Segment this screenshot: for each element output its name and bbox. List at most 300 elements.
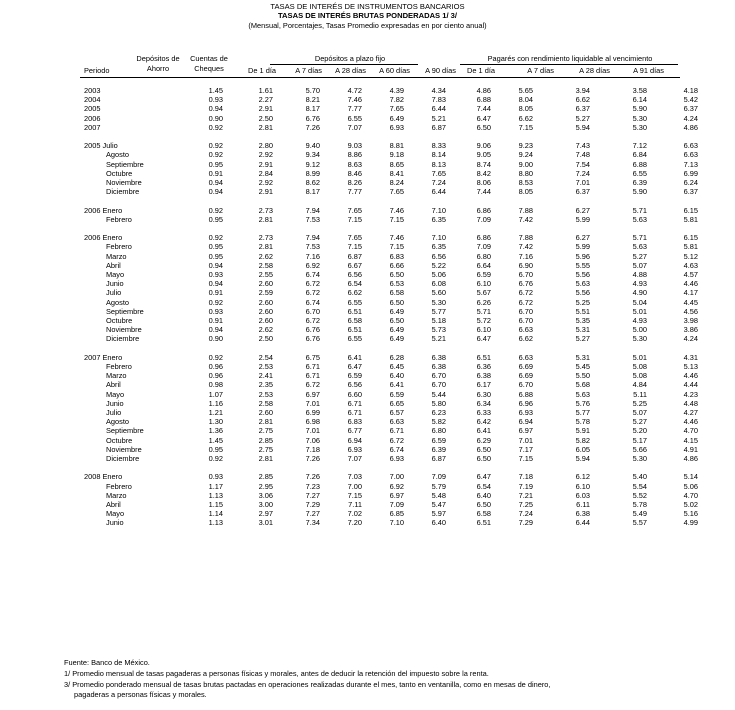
row-margin xyxy=(0,233,84,242)
col-pag-28-dias: A 28 días xyxy=(579,66,610,75)
table-cell: 6.49 xyxy=(389,334,404,344)
table-cell: 6.44 xyxy=(431,187,446,197)
table-cell: 7.24 xyxy=(431,178,446,188)
table-cell: 7.44 xyxy=(476,187,491,197)
table-cell xyxy=(404,132,446,141)
table-cell: 6.98 xyxy=(305,417,320,427)
table-cell: 8.53 xyxy=(518,178,533,188)
table-cell: 6.92 xyxy=(389,481,404,491)
spacer-row xyxy=(0,344,735,353)
table-cell: 7.15 xyxy=(347,490,362,500)
row-period-label: Septiembre xyxy=(106,159,144,169)
table-cell: 6.63 xyxy=(683,150,698,160)
table-cell: 4.63 xyxy=(683,260,698,270)
table-cell: 2.60 xyxy=(258,306,273,316)
row-period-label: 2006 xyxy=(84,113,101,123)
table-cell: 9.23 xyxy=(518,141,533,151)
table-cell: 6.77 xyxy=(347,426,362,436)
table-cell: 5.22 xyxy=(431,260,446,270)
col-depositos-ahorro-line2: Ahorro xyxy=(146,64,170,73)
table-cell: 5.40 xyxy=(632,472,647,482)
table-cell: 0.93 xyxy=(208,270,223,280)
row-period-label: Febrero xyxy=(106,481,132,491)
table-cell: 5.31 xyxy=(575,325,590,335)
table-cell: 5.60 xyxy=(431,288,446,298)
row-tail xyxy=(698,196,735,205)
table-cell: 4.91 xyxy=(683,444,698,454)
table-cell xyxy=(491,344,533,353)
table-cell: 2.85 xyxy=(258,435,273,445)
table-cell: 7.46 xyxy=(347,95,362,105)
table-cell: 8.63 xyxy=(347,159,362,169)
table-cell: 6.56 xyxy=(431,251,446,261)
table-cell: 7.65 xyxy=(431,168,446,178)
table-cell: 4.84 xyxy=(632,380,647,390)
table-cell: 5.68 xyxy=(575,380,590,390)
table-cell: 6.72 xyxy=(305,288,320,298)
col-pag-7-dias: A 7 días xyxy=(527,66,554,75)
table-cell: 6.50 xyxy=(476,444,491,454)
table-cell: 6.84 xyxy=(632,150,647,160)
table-cell xyxy=(362,344,404,353)
table-cell: 5.63 xyxy=(575,389,590,399)
row-tail xyxy=(698,141,735,150)
table-cell: 2.80 xyxy=(258,141,273,151)
row-period-label: Abril xyxy=(106,500,121,510)
table-cell xyxy=(590,132,647,141)
table-cell: 0.92 xyxy=(208,122,223,132)
table-cell: 2.81 xyxy=(258,417,273,427)
table-cell: 6.62 xyxy=(575,95,590,105)
table-cell: 5.54 xyxy=(632,481,647,491)
table-cell: 7.18 xyxy=(518,472,533,482)
table-cell: 2.58 xyxy=(258,260,273,270)
table-cell: 7.27 xyxy=(305,490,320,500)
row-period-label: Junio xyxy=(106,279,124,289)
col-depositos-ahorro-line1: Depósitos de xyxy=(136,54,180,63)
table-cell: 1.17 xyxy=(208,481,223,491)
table-cell xyxy=(180,132,223,141)
table-cell: 2.60 xyxy=(258,408,273,418)
col-cuentas-cheques-line2: Cheques xyxy=(194,64,224,73)
table-cell: 6.88 xyxy=(632,159,647,169)
table-cell: 6.59 xyxy=(476,270,491,280)
table-cell: 5.56 xyxy=(575,288,590,298)
row-tail xyxy=(698,150,735,159)
table-cell xyxy=(320,196,362,205)
table-cell: 8.05 xyxy=(518,187,533,197)
header-bottom-rule xyxy=(80,77,680,78)
table-cell xyxy=(320,344,362,353)
table-cell: 9.24 xyxy=(518,150,533,160)
row-tail xyxy=(698,86,735,95)
table-cell: 6.59 xyxy=(347,371,362,381)
table-cell: 2.73 xyxy=(258,233,273,243)
table-cell: 9.05 xyxy=(476,150,491,160)
table-cell: 7.15 xyxy=(389,214,404,224)
table-cell: 8.33 xyxy=(431,141,446,151)
table-cell: 2.62 xyxy=(258,251,273,261)
row-tail xyxy=(698,206,735,215)
table-cell: 2.81 xyxy=(258,454,273,464)
table-cell: 6.87 xyxy=(347,251,362,261)
table-cell: 6.75 xyxy=(305,352,320,362)
table-cell: 7.88 xyxy=(518,233,533,243)
table-cell: 7.25 xyxy=(518,500,533,510)
table-cell: 7.77 xyxy=(347,187,362,197)
row-margin xyxy=(0,408,84,417)
table-cell: 5.70 xyxy=(305,86,320,95)
table-cell: 1.61 xyxy=(258,86,273,95)
table-cell: 7.42 xyxy=(518,214,533,224)
table-cell: 4.17 xyxy=(683,288,698,298)
table-row xyxy=(0,399,735,408)
table-cell: 6.62 xyxy=(518,334,533,344)
table-cell: 7.88 xyxy=(518,205,533,215)
table-cell: 6.74 xyxy=(389,444,404,454)
row-tail xyxy=(698,380,735,389)
table-cell: 6.10 xyxy=(476,325,491,335)
table-row xyxy=(0,518,735,527)
row-period-label: Noviembre xyxy=(106,444,142,454)
row-period-label: Diciembre xyxy=(106,334,140,344)
row-margin xyxy=(0,371,84,380)
table-cell xyxy=(446,132,491,141)
table-cell: 0.92 xyxy=(208,352,223,362)
table-cell xyxy=(446,196,491,205)
table-row xyxy=(0,334,735,343)
table-row xyxy=(0,270,735,279)
table-cell: 6.54 xyxy=(347,279,362,289)
row-period-label: Marzo xyxy=(106,371,127,381)
row-period-label: 2006 Enero xyxy=(84,205,123,215)
table-cell: 6.71 xyxy=(305,362,320,372)
table-cell: 2.53 xyxy=(258,389,273,399)
table-cell: 6.44 xyxy=(575,518,590,528)
table-cell: 7.29 xyxy=(518,518,533,528)
table-cell: 6.60 xyxy=(347,389,362,399)
table-cell: 5.71 xyxy=(476,306,491,316)
row-period-label: Agosto xyxy=(106,150,130,160)
table-cell: 6.47 xyxy=(476,113,491,123)
table-cell: 5.49 xyxy=(632,509,647,519)
table-cell: 2.92 xyxy=(258,150,273,160)
table-cell: 5.44 xyxy=(431,389,446,399)
row-margin xyxy=(0,86,84,95)
row-period-label: 2007 Enero xyxy=(84,352,123,362)
table-cell xyxy=(223,132,273,141)
table-cell: 1.13 xyxy=(208,518,223,528)
row-period-label xyxy=(84,344,180,353)
table-cell: 2.53 xyxy=(258,362,273,372)
table-cell: 5.66 xyxy=(632,444,647,454)
table-cell: 7.65 xyxy=(389,187,404,197)
row-tail xyxy=(698,353,735,362)
table-cell: 2.55 xyxy=(258,270,273,280)
row-margin xyxy=(0,518,84,527)
table-cell: 0.95 xyxy=(208,444,223,454)
table-cell: 5.96 xyxy=(575,251,590,261)
table-cell: 6.65 xyxy=(389,398,404,408)
table-cell: 4.18 xyxy=(683,86,698,95)
row-margin xyxy=(0,150,84,159)
table-cell: 5.94 xyxy=(575,454,590,464)
footnote-3-cont: pagaderas a personas físicas y morales. xyxy=(74,690,207,699)
row-tail xyxy=(698,233,735,242)
row-period-label: Mayo xyxy=(106,389,125,399)
table-cell: 8.46 xyxy=(347,168,362,178)
row-margin xyxy=(0,482,84,491)
table-cell: 6.70 xyxy=(431,380,446,390)
row-period-label xyxy=(84,132,180,141)
table-cell: 7.10 xyxy=(431,233,446,243)
table-cell xyxy=(590,344,647,353)
table-cell xyxy=(533,463,590,472)
table-cell: 4.27 xyxy=(683,408,698,418)
table-cell: 6.37 xyxy=(575,187,590,197)
table-cell xyxy=(180,344,223,353)
row-tail xyxy=(698,279,735,288)
table-cell: 8.81 xyxy=(389,141,404,151)
table-cell: 5.13 xyxy=(683,362,698,372)
row-tail xyxy=(698,114,735,123)
group-pagares-underline xyxy=(460,64,678,65)
table-cell: 5.18 xyxy=(431,316,446,326)
table-cell: 6.38 xyxy=(575,509,590,519)
table-cell: 6.26 xyxy=(476,297,491,307)
table-cell xyxy=(180,196,223,205)
table-cell: 6.85 xyxy=(389,509,404,519)
row-period-label xyxy=(84,224,180,233)
row-margin xyxy=(0,353,84,362)
table-cell: 6.92 xyxy=(305,260,320,270)
table-cell: 2.91 xyxy=(258,187,273,197)
table-cell: 4.90 xyxy=(632,288,647,298)
table-cell: 5.73 xyxy=(431,325,446,335)
table-cell: 7.12 xyxy=(632,141,647,151)
table-cell: 2.60 xyxy=(258,316,273,326)
row-margin xyxy=(0,104,84,113)
table-cell: 6.97 xyxy=(518,426,533,436)
table-cell: 1.36 xyxy=(208,426,223,436)
table-cell: 6.99 xyxy=(683,168,698,178)
table-cell: 6.67 xyxy=(347,260,362,270)
table-cell: 6.27 xyxy=(575,205,590,215)
table-cell: 6.38 xyxy=(431,352,446,362)
table-cell xyxy=(647,196,698,205)
table-cell: 0.91 xyxy=(208,316,223,326)
table-cell: 0.94 xyxy=(208,260,223,270)
table-cell: 5.80 xyxy=(431,398,446,408)
row-margin xyxy=(0,509,84,518)
table-cell: 8.86 xyxy=(347,150,362,160)
table-row xyxy=(0,141,735,150)
table-cell: 4.70 xyxy=(683,426,698,436)
table-cell xyxy=(533,132,590,141)
table-cell: 2.54 xyxy=(258,352,273,362)
table-cell xyxy=(404,463,446,472)
table-cell: 7.18 xyxy=(305,444,320,454)
table-cell: 5.14 xyxy=(683,472,698,482)
table-cell: 8.17 xyxy=(305,104,320,114)
table-cell: 5.78 xyxy=(632,500,647,510)
row-tail xyxy=(698,463,735,472)
table-cell: 5.17 xyxy=(632,435,647,445)
table-cell xyxy=(223,224,273,233)
table-cell: 6.47 xyxy=(347,362,362,372)
row-margin xyxy=(0,114,84,123)
table-cell: 2.75 xyxy=(258,444,273,454)
table-cell: 5.63 xyxy=(632,242,647,252)
table-cell xyxy=(273,224,320,233)
table-cell xyxy=(491,132,533,141)
table-cell xyxy=(533,224,590,233)
table-cell: 7.53 xyxy=(305,214,320,224)
table-cell: 9.06 xyxy=(476,141,491,151)
group-depositos-underline xyxy=(270,64,418,65)
table-cell: 5.77 xyxy=(575,408,590,418)
table-row xyxy=(0,187,735,196)
table-cell: 6.63 xyxy=(683,141,698,151)
row-margin xyxy=(0,187,84,196)
table-cell: 5.78 xyxy=(575,417,590,427)
table-cell: 8.26 xyxy=(347,178,362,188)
table-cell: 6.55 xyxy=(347,297,362,307)
table-cell: 6.05 xyxy=(575,444,590,454)
table-cell: 0.95 xyxy=(208,214,223,224)
row-tail xyxy=(698,491,735,500)
table-cell: 0.92 xyxy=(208,233,223,243)
table-cell: 7.48 xyxy=(575,150,590,160)
row-period-label: Julio xyxy=(106,288,122,298)
table-cell: 5.27 xyxy=(575,334,590,344)
table-cell: 7.26 xyxy=(305,122,320,132)
table-cell: 6.50 xyxy=(389,297,404,307)
table-cell: 7.13 xyxy=(683,159,698,169)
row-tail xyxy=(698,390,735,399)
table-cell: 6.74 xyxy=(305,270,320,280)
table-cell: 1.16 xyxy=(208,398,223,408)
table-cell: 6.72 xyxy=(518,297,533,307)
table-cell: 2.85 xyxy=(258,472,273,482)
table-cell: 6.37 xyxy=(683,187,698,197)
table-cell xyxy=(223,463,273,472)
row-period-label: Junio xyxy=(106,398,124,408)
table-cell: 6.47 xyxy=(476,472,491,482)
table-cell: 4.93 xyxy=(632,279,647,289)
table-cell: 5.02 xyxy=(683,500,698,510)
table-row xyxy=(0,288,735,297)
table-cell: 9.12 xyxy=(305,159,320,169)
table-row xyxy=(0,160,735,169)
spacer-row xyxy=(0,224,735,233)
table-cell: 5.82 xyxy=(575,435,590,445)
table-cell: 4.46 xyxy=(683,371,698,381)
table-cell: 6.51 xyxy=(476,352,491,362)
row-period-label: Marzo xyxy=(106,251,127,261)
table-cell: 4.45 xyxy=(683,297,698,307)
table-cell: 5.27 xyxy=(632,417,647,427)
row-margin xyxy=(0,206,84,215)
table-cell: 6.38 xyxy=(476,371,491,381)
row-period-label: 2005 Julio xyxy=(84,141,118,151)
table-cell: 4.44 xyxy=(683,380,698,390)
table-cell: 3.00 xyxy=(258,500,273,510)
row-margin xyxy=(0,169,84,178)
table-cell xyxy=(320,132,362,141)
col-dep-60-dias: A 60 días xyxy=(379,66,410,75)
table-cell: 6.80 xyxy=(431,426,446,436)
table-cell: 6.24 xyxy=(683,178,698,188)
row-margin xyxy=(0,132,84,141)
col-pag-91-dias: A 91 días xyxy=(633,66,664,75)
table-cell: 7.07 xyxy=(347,454,362,464)
table-cell: 7.15 xyxy=(347,242,362,252)
row-margin xyxy=(0,426,84,435)
row-period-label: Abril xyxy=(106,260,121,270)
table-cell: 6.50 xyxy=(476,500,491,510)
table-cell: 7.09 xyxy=(476,214,491,224)
row-margin xyxy=(0,196,84,205)
table-cell: 5.57 xyxy=(632,518,647,528)
table-cell: 5.77 xyxy=(431,306,446,316)
table-cell: 6.35 xyxy=(431,214,446,224)
table-cell: 3.01 xyxy=(258,518,273,528)
table-cell xyxy=(320,463,362,472)
table-cell: 0.91 xyxy=(208,168,223,178)
table-cell: 2.81 xyxy=(258,122,273,132)
table-cell: 0.94 xyxy=(208,178,223,188)
table-cell: 4.46 xyxy=(683,279,698,289)
table-row xyxy=(0,215,735,224)
table-cell: 0.93 xyxy=(208,472,223,482)
table-cell: 6.03 xyxy=(575,490,590,500)
table-cell xyxy=(180,463,223,472)
row-period-label: Febrero xyxy=(106,362,132,372)
table-cell: 7.24 xyxy=(518,509,533,519)
table-row xyxy=(0,408,735,417)
table-row xyxy=(0,353,735,362)
table-cell: 7.46 xyxy=(389,233,404,243)
table-cell: 7.77 xyxy=(347,104,362,114)
table-cell: 4.39 xyxy=(389,86,404,95)
group-depositos-plazo-fijo: Depósitos a plazo fijo xyxy=(314,54,386,63)
table-cell: 6.64 xyxy=(476,260,491,270)
row-margin xyxy=(0,307,84,316)
table-cell: 1.15 xyxy=(208,500,223,510)
table-cell: 7.15 xyxy=(389,242,404,252)
table-row xyxy=(0,261,735,270)
table-cell: 5.07 xyxy=(632,408,647,418)
table-cell: 5.97 xyxy=(431,509,446,519)
table-cell: 7.53 xyxy=(305,242,320,252)
table-cell: 7.34 xyxy=(305,518,320,528)
table-cell: 6.72 xyxy=(305,279,320,289)
table-cell: 6.29 xyxy=(476,435,491,445)
table-cell: 7.09 xyxy=(389,500,404,510)
table-cell: 7.06 xyxy=(305,435,320,445)
table-cell xyxy=(533,344,590,353)
table-cell: 7.23 xyxy=(305,481,320,491)
table-cell: 5.47 xyxy=(431,500,446,510)
table-row xyxy=(0,472,735,481)
table-cell: 6.10 xyxy=(575,481,590,491)
table-cell: 5.51 xyxy=(575,306,590,316)
table-cell: 5.94 xyxy=(575,122,590,132)
table-cell: 7.17 xyxy=(518,444,533,454)
table-cell: 5.82 xyxy=(431,417,446,427)
table-cell xyxy=(491,224,533,233)
